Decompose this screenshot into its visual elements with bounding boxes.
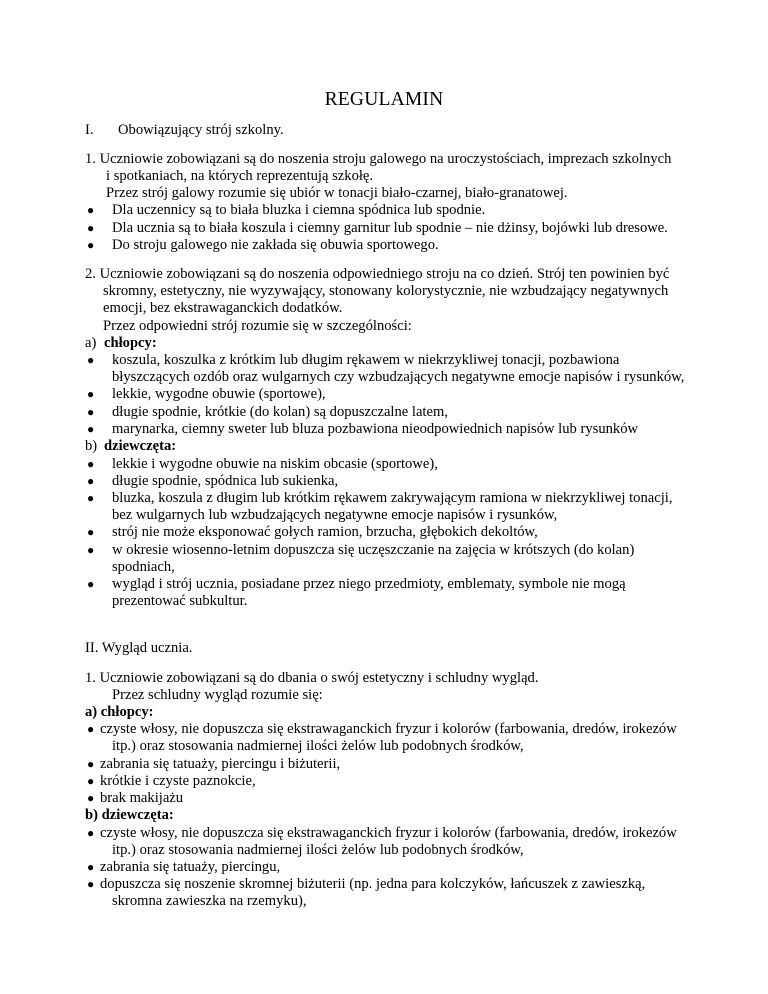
s1-p1-bullet-2: Dla ucznia są to biała koszula i ciemny garnitur lub spodnie – nie dżinsy, bojówki lub dresowe. xyxy=(112,220,668,236)
s1-p2-b-marker: b) xyxy=(85,438,98,454)
section-1-numeral: I. xyxy=(85,122,94,138)
s2-p1-line-2: Przez schludny wygląd rozumie się: xyxy=(112,687,323,703)
s1-p2-a2: lekkie, wygodne obuwie (sportowe), xyxy=(112,386,326,402)
s1-p2-b6-line-2: prezentować subkultur. xyxy=(112,593,248,609)
bullet-icon: ● xyxy=(87,774,95,788)
s1-p1-line-3: Przez strój galowy rozumie się ubiór w tonacji biało-czarnej, biało-granatowej. xyxy=(106,185,568,201)
bullet-icon: ● xyxy=(87,457,95,471)
s1-p2-b4: strój nie może eksponować gołych ramion, brzucha, głębokich dekoltów, xyxy=(112,524,538,540)
bullet-icon: ● xyxy=(87,525,95,539)
s2-p1-line-1: 1. Uczniowie zobowiązani są do dbania o swój estetyczny i schludny wygląd. xyxy=(85,670,539,686)
bullet-icon: ● xyxy=(87,353,95,367)
bullet-icon: ● xyxy=(87,387,95,401)
bullet-icon: ● xyxy=(87,543,95,557)
section-2-heading: II. Wygląd ucznia. xyxy=(85,640,193,656)
s2-b3-line-1: dopuszcza się noszenie skromnej biżuterii (np. jedna para kolczyków, łańcuszek z zawieszką, xyxy=(100,876,646,892)
bullet-icon: ● xyxy=(87,791,95,805)
bullet-icon: ● xyxy=(87,722,95,736)
s1-p2-a1-line-2: błyszczących ozdób oraz wulgarnych czy wzbudzających negatywne emocje napisów i rysunków, xyxy=(112,369,685,385)
s1-p2-b3-line-2: bez wulgarnych lub wzbudzających negatywne emocje napisów i rysunków, xyxy=(112,507,558,523)
s2-a3: krótkie i czyste paznokcie, xyxy=(100,773,256,789)
s1-p2-a1-line-1: koszula, koszulka z krótkim lub długim rękawem w niekrzykliwej tonacji, pozbawiona xyxy=(112,352,620,368)
s2-b1-line-1: czyste włosy, nie dopuszcza się ekstrawaganckich fryzur i kolorów (farbowania, dredów, irokezów xyxy=(100,825,677,841)
s2-a-label-wrap xyxy=(85,704,154,722)
bullet-icon: ● xyxy=(87,877,95,891)
s2-b3-line-2: skromna zawieszka na rzemyku), xyxy=(112,893,307,909)
s1-p2-line-2: skromny, estetyczny, nie wyzywający, stonowany kolorystycznie, nie wzbudzający negatywnych xyxy=(103,283,669,299)
bullet-icon: ● xyxy=(87,238,95,252)
s2-a2: zabrania się tatuaży, piercingu i biżuterii, xyxy=(100,756,341,772)
bullet-icon: ● xyxy=(87,860,95,874)
s1-p2-b-label-wrap xyxy=(104,438,176,456)
s1-p2-a-label-wrap xyxy=(104,335,157,353)
s2-b1-line-2: itp.) oraz stosowania nadmiernej ilości żelów lub podobnych środków, xyxy=(112,842,524,858)
bullet-icon: ● xyxy=(87,577,95,591)
bullet-icon: ● xyxy=(87,826,95,840)
s1-p2-line-3: emocji, bez ekstrawaganckich dodatków. xyxy=(103,300,343,316)
s1-p2-a4: marynarka, ciemny sweter lub bluza pozbawiona nieodpowiednich napisów lub rysunków xyxy=(112,421,639,437)
s1-p2-b-label: dziewczęta: xyxy=(104,438,177,454)
s2-a1-line-2: itp.) oraz stosowania nadmiernej ilości żelów lub podobnych środków, xyxy=(112,738,524,754)
s2-a-label: a) chłopcy: xyxy=(85,704,154,720)
bullet-icon: ● xyxy=(87,405,95,419)
s2-a1-line-1: czyste włosy, nie dopuszcza się ekstrawaganckich fryzur i kolorów (farbowania, dredów, irokezów xyxy=(100,721,677,737)
document-title: REGULAMIN xyxy=(324,89,444,110)
bullet-icon: ● xyxy=(87,422,95,436)
s1-p1-line-1: 1. Uczniowie zobowiązani są do noszenia stroju galowego na uroczystościach, imprezach szkolnych xyxy=(85,151,672,167)
s1-p2-a3: długie spodnie, krótkie (do kolan) są dopuszczalne latem, xyxy=(112,404,448,420)
s1-p2-line-1: 2. Uczniowie zobowiązani są do noszenia odpowiedniego stroju na co dzień. Strój ten powinien być xyxy=(85,266,670,282)
bullet-icon: ● xyxy=(87,221,95,235)
s1-p2-b2: długie spodnie, spódnica lub sukienka, xyxy=(112,473,339,489)
bullet-icon: ● xyxy=(87,474,95,488)
s1-p2-a-marker: a) xyxy=(85,335,97,351)
bullet-icon: ● xyxy=(87,203,95,217)
s2-a4: brak makijażu xyxy=(100,790,184,806)
s2-b2: zabrania się tatuaży, piercingu, xyxy=(100,859,281,875)
s1-p2-line-4: Przez odpowiedni strój rozumie się w szczególności: xyxy=(103,318,412,334)
s1-p2-b6-line-1: wygląd i strój ucznia, posiadane przez niego przedmioty, emblematy, symbole nie mogą xyxy=(112,576,626,592)
s1-p2-b3-line-1: bluzka, koszula z długim lub krótkim rękawem zakrywającym ramiona w niekrzykliwej tonacji, xyxy=(112,490,673,506)
section-1-heading: Obowiązujący strój szkolny. xyxy=(118,122,284,138)
bullet-icon: ● xyxy=(87,491,95,505)
s1-p2-b5-line-2: spodniach, xyxy=(112,559,175,575)
s1-p1-line-2: i spotkaniach, na których reprezentują szkołę. xyxy=(106,168,374,184)
s1-p1-bullet-3: Do stroju galowego nie zakłada się obuwia sportowego. xyxy=(112,237,439,253)
s2-b-label: b) dziewczęta: xyxy=(85,807,174,823)
s1-p2-b5-line-1: w okresie wiosenno-letnim dopuszcza się uczęszczanie na zajęcia w krótszych (do kolan) xyxy=(112,542,635,558)
s1-p1-bullet-1: Dla uczennicy są to biała bluzka i ciemna spódnica lub spodnie. xyxy=(112,202,486,218)
bullet-icon: ● xyxy=(87,757,95,771)
s2-b-label-wrap xyxy=(85,807,174,825)
s1-p2-b1: lekkie i wygodne obuwie na niskim obcasie (sportowe), xyxy=(112,456,438,472)
s1-p2-a-label: chłopcy: xyxy=(104,335,157,351)
